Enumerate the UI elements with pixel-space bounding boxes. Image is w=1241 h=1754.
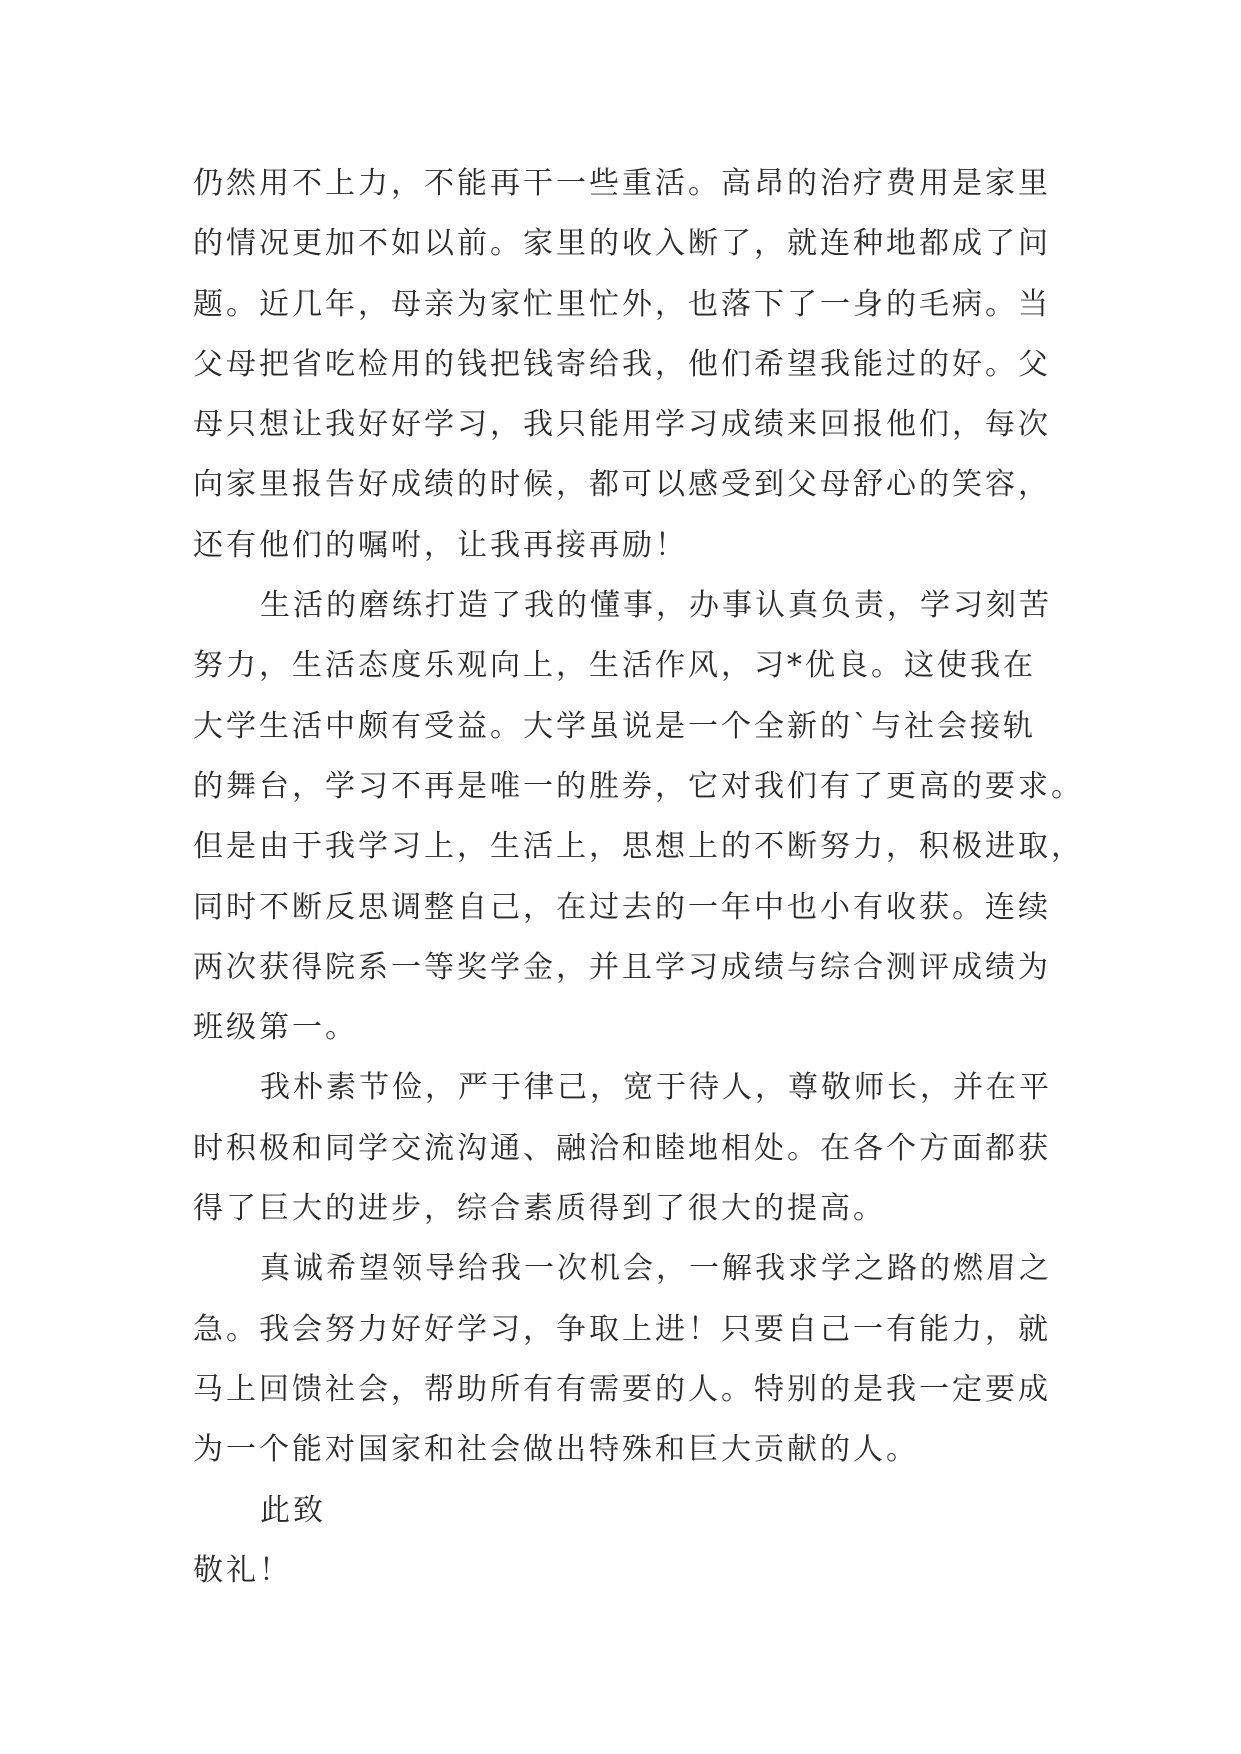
letter-body — [193, 154, 1084, 1601]
text-line: 大学生活中颇有受益。大学虽说是一个全新的`与社会接轨 — [193, 708, 1036, 744]
paragraph-first-line: 我朴素节俭，严于律己，宽于待人，尊敬师长，并在平 — [260, 1070, 1052, 1106]
text-line: 时积极和同学交流沟通、融洽和睦地相处。在各个方面都获 — [193, 1130, 1051, 1166]
text-line: 的情况更加不如以前。家里的收入断了，就连种地都成了问 — [193, 226, 1051, 262]
text-line: 的舞台，学习不再是唯一的胜券，它对我们有了更高的要求。 — [193, 768, 1084, 804]
text-line: 父母把省吃检用的钱把钱寄给我，他们希望我能过的好。父 — [193, 346, 1051, 382]
text-line: 母只想让我好好学习，我只能用学习成绩来回报他们，每次 — [193, 407, 1051, 443]
text-line: 同时不断反思调整自己，在过去的一年中也小有收获。连续 — [193, 889, 1051, 925]
paragraph-first-line: 真诚希望领导给我一次机会，一解我求学之路的燃眉之 — [260, 1251, 1052, 1287]
text-line: 为一个能对国家和社会做出特殊和巨大贡献的人。 — [193, 1432, 919, 1468]
text-line: 努力，生活态度乐观向上，生活作风，习*优良。这使我在 — [193, 648, 1036, 684]
paragraph-first-line: 生活的磨练打造了我的懂事，办事认真负责，学习刻苦 — [260, 588, 1052, 624]
closing-phrase: 此致 — [260, 1492, 326, 1528]
text-line: 马上回馈社会，帮助所有有需要的人。特别的是我一定要成 — [193, 1371, 1051, 1407]
text-line: 急。我会努力好好学习，争取上进！只要自己一有能力，就 — [193, 1311, 1051, 1347]
salutation: 敬礼！ — [193, 1552, 292, 1588]
text-line: 但是由于我学习上，生活上，思想上的不断努力，积极进取， — [193, 829, 1084, 865]
text-line: 向家里报告好成绩的时候，都可以感受到父母舒心的笑容， — [193, 467, 1051, 503]
text-line: 仍然用不上力，不能再干一些重活。高昂的治疗费用是家里 — [193, 166, 1051, 201]
text-line: 题。近几年，母亲为家忙里忙外，也落下了一身的毛病。当 — [193, 286, 1051, 322]
text-line: 得了巨大的进步，综合素质得到了很大的提高。 — [193, 1191, 886, 1227]
text-line: 两次获得院系一等奖学金，并且学习成绩与综合测评成绩为 — [193, 949, 1051, 985]
text-line: 还有他们的嘱咐，让我再接再励！ — [193, 527, 688, 563]
text-line: 班级第一。 — [193, 1010, 358, 1046]
